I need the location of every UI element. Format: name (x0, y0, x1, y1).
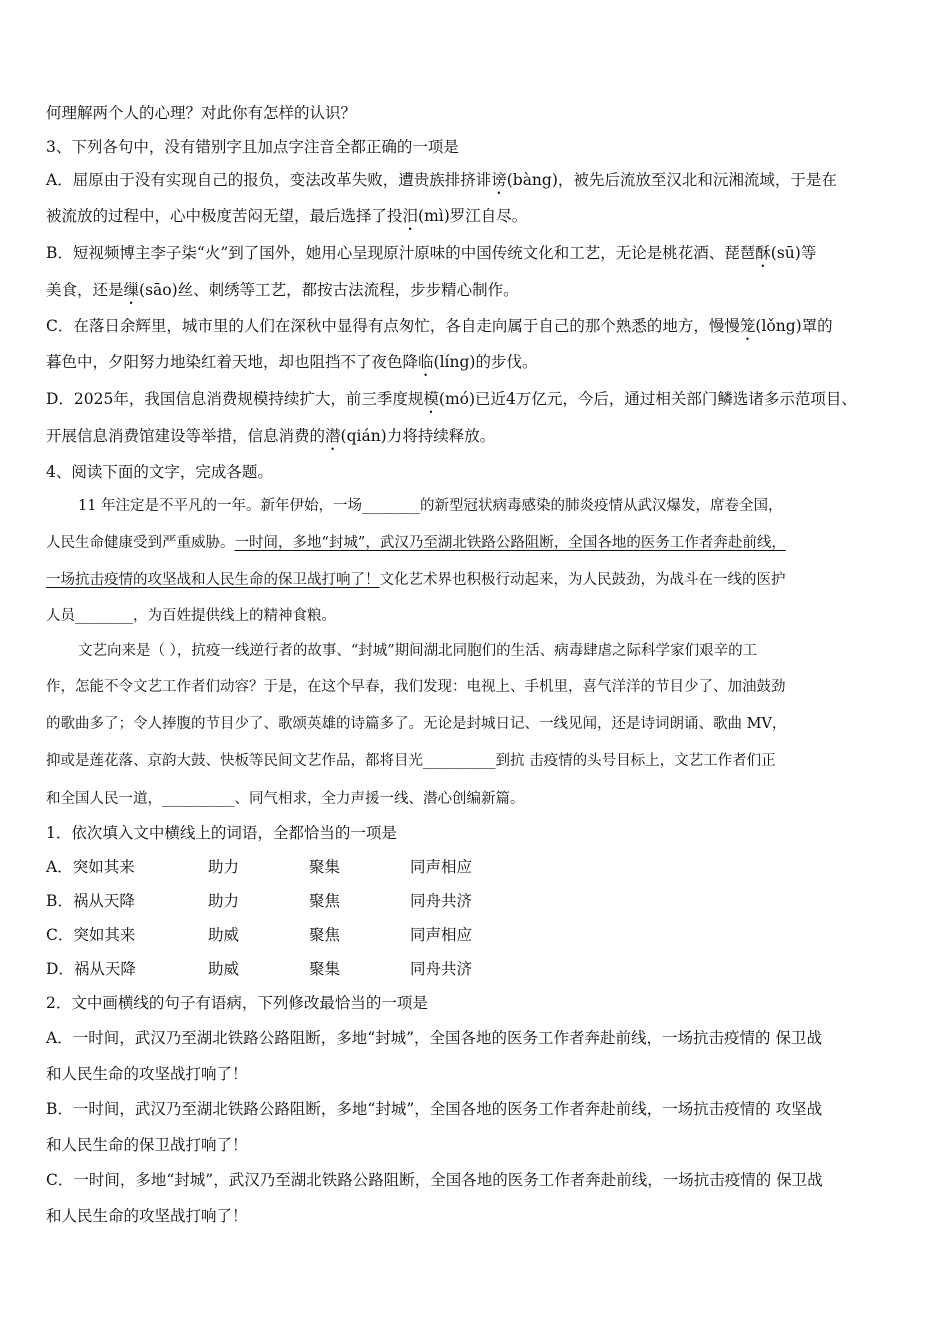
text: D．2025年，我国信息消费规模持续扩大，前三季度规 (46, 390, 424, 408)
question-4-stem: 4、阅读下面的文字，完成各题。 (46, 463, 273, 481)
dotted-char: 酥 (755, 244, 771, 262)
option-word: 聚集 (309, 960, 341, 978)
option-label: C．突如其来 (46, 926, 136, 944)
dotted-char: 临 (418, 353, 434, 371)
text: 被流放的过程中，心中极度苦闷无望，最后选择了投 (46, 207, 403, 225)
subquestion-1-stem: 1．依次填入文中横线上的词语，全都恰当的一项是 (46, 824, 397, 842)
option-label: B．祸从天降 (46, 892, 135, 910)
text: (sāo)丝、刺绣等工艺，都按古法流程，步步精心制作。 (139, 281, 519, 299)
option-word: 同声相应 (410, 858, 473, 876)
q2-option-a-line2: 和人民生命的攻坚战打响了！ (46, 1065, 248, 1083)
q2-option-c-line2: 和人民生命的攻坚战打响了！ (46, 1207, 248, 1225)
option-word: 助威 (208, 960, 240, 978)
passage-line: 文艺向来是（ ），抗疫一线逆行者的故事、“封城”期间湖北同胞们的生活、病毒肆虐之际科学家们艰辛的工 (78, 643, 758, 659)
q2-option-b-line2: 和人民生命的保卫战打响了！ (46, 1136, 248, 1154)
underlined-sentence: 一场抗击疫情的攻坚战和人民生命的保卫战打响了！ (46, 572, 380, 588)
question-text: 何理解两个人的心理？对此你有怎样的认识？ (46, 104, 357, 122)
passage-line (46, 533, 786, 553)
option-word: 助威 (208, 926, 240, 944)
q2-option-a-line1: A．一时间，武汉乃至湖北铁路公路阻断，多地“封城”，全国各地的医务工作者奔赴前线，一场抗击疫情的 保卫战 (46, 1029, 822, 1047)
passage-line: 的歌曲多了；令人捧腹的节目少了、歌颂英雄的诗篇多了。无论是封城日记、一线见闻，还是诗词朗诵、歌曲 MV， (46, 716, 787, 732)
text: B．短视频博主李子柒“火”到了国外，她用心呈现原汁原味的中国传统文化和工艺，无论是桃花酒、琵琶 (46, 244, 756, 262)
dotted-char: 潜 (325, 427, 341, 445)
option-word: 同舟共济 (410, 960, 473, 978)
text: (bàng)，被先后流放至汉北和沅湘流域，于是在 (506, 171, 837, 189)
option-b-line1 (46, 243, 816, 271)
option-word: 助力 (208, 858, 240, 876)
passage-line: 作，怎能不令文艺工作者们动容？于是，在这个早春，我们发现：电视上、手机里，喜气洋洋的节目少了、加油鼓劲 (46, 679, 786, 695)
option-word: 同声相应 (410, 926, 473, 944)
option-d-line1 (46, 389, 857, 417)
option-label: A．突如其来 (46, 858, 135, 876)
option-label: D．祸从天降 (46, 960, 136, 978)
q2-option-c-line1: C．一时间，多地“封城”，武汉乃至湖北铁路公路阻断，全国各地的医务工作者奔赴前线，一场抗击疫情的 保卫战 (46, 1171, 823, 1189)
option-b-line2 (46, 280, 519, 308)
dotted-char: 笼 (739, 317, 756, 335)
text: 人民生命健康受到严重威胁。 (46, 535, 235, 551)
text: (líng)的步伐。 (433, 353, 538, 371)
option-word: 同舟共济 (410, 892, 473, 910)
dotted-char: 模 (423, 390, 439, 408)
option-c-line2 (46, 352, 537, 380)
option-a-line1 (46, 170, 837, 198)
passage-line: 人员________，为百姓提供线上的精神食粮。 (46, 608, 336, 624)
dotted-char: 谤 (491, 171, 507, 189)
option-word: 助力 (208, 892, 240, 910)
text: 开展信息消费馆建设等举措，信息消费的 (46, 427, 326, 445)
text: 文化艺术界也积极行动起来，为人民鼓劲，为战斗在一线的医护 (379, 572, 786, 588)
option-word: 聚焦 (309, 926, 341, 944)
text: (lǒng)罩的 (755, 317, 833, 335)
passage-line (46, 570, 786, 590)
subquestion-2-stem: 2．文中画横线的句子有语病，下列修改最恰当的一项是 (46, 994, 428, 1012)
text: A．屈原由于没有实现自己的报负，变法改革失败，遭贵族排挤诽 (46, 171, 492, 189)
underlined-sentence: 一时间，多地“封城”，武汉乃至湖北铁路公路阻断，全国各地的医务工作者奔赴前线， (234, 535, 786, 551)
text: 美食，还是 (46, 281, 124, 299)
text: C．在落日余辉里，城市里的人们在深秋中显得有点匆忙，各自走向属于自己的那个熟悉的地方，慢慢 (46, 317, 740, 335)
text: (mì)罗江自尽。 (418, 207, 528, 225)
text: (sū)等 (770, 244, 817, 262)
option-d-line2 (46, 426, 495, 454)
dotted-char: 缫 (123, 281, 140, 299)
text: (mó)已近4万亿元，今后，通过相关部门鳞选诸多示范项目、 (438, 390, 857, 408)
passage-line: 11 年注定是不平凡的一年。新年伊始，一场________的新型冠状病毒感染的肺炎疫情从武汉爆发，席卷全国， (78, 498, 783, 514)
q2-option-b-line1: B．一时间，武汉乃至湖北铁路公路阻断，多地“封城”，全国各地的医务工作者奔赴前线，一场抗击疫情的 攻坚战 (46, 1100, 823, 1118)
passage-line: 和全国人民一道，__________、同气相求，全力声援一线、潜心创编新篇。 (46, 791, 525, 807)
question-3-stem: 3、下列各句中，没有错别字且加点字注音全都正确的一项是 (46, 138, 459, 156)
option-a-line2 (46, 206, 527, 234)
text: (qián)力将持续释放。 (340, 427, 496, 445)
text: 暮色中，夕阳努力地染红着天地，却也阻挡不了夜色降 (46, 353, 419, 371)
passage-line: 抑或是莲花落、京韵大鼓、快板等民间文艺作品，都将目光__________到抗 击疫情的头号目标上，文艺工作者们正 (46, 753, 776, 769)
option-c-line1 (46, 316, 833, 344)
option-word: 聚集 (309, 858, 341, 876)
dotted-char: 汨 (402, 207, 419, 225)
option-word: 聚焦 (309, 892, 341, 910)
